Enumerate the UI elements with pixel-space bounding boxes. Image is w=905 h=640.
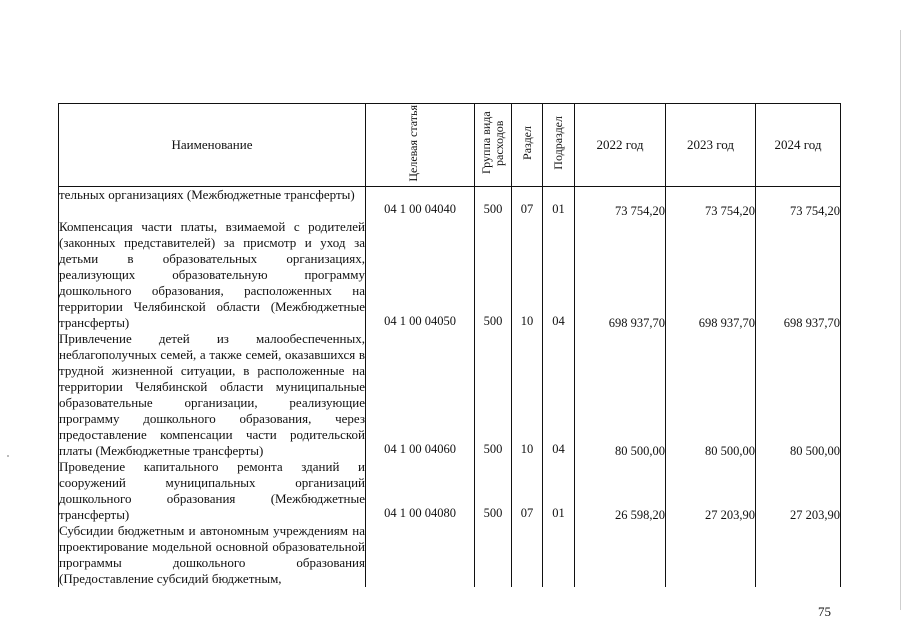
row-target-article xyxy=(366,523,475,587)
row-section: 07 xyxy=(512,187,543,219)
row-subsection: 04 xyxy=(543,219,575,331)
page-number: 75 xyxy=(818,604,831,619)
scan-artifact xyxy=(7,455,9,457)
row-target-article: 04 1 00 04050 xyxy=(366,219,475,331)
row-expense-group: 500 xyxy=(475,331,512,459)
row-subsection: 01 xyxy=(543,459,575,523)
row-subsection: 01 xyxy=(543,187,575,219)
header-2023: 2023 год xyxy=(666,104,756,187)
row-section xyxy=(512,523,543,587)
row-subsection xyxy=(543,523,575,587)
row-name: Привлечение детей из малообеспеченных, неблагополучных семей, а также семей, оказавшихся в трудной жизненной ситуации, в расположенные на территории Челябинской области муниципальные образовательные организации, реализующие программу дошкольного образования, через предоставление компенсации части родительской платы (Межбюджетные трансферты) xyxy=(59,330,365,458)
row-value-2022: 80 500,00 xyxy=(575,331,666,459)
table-row xyxy=(59,459,841,523)
header-section: Раздел xyxy=(512,104,543,187)
row-name: Проведение капитального ремонта зданий и сооружений муниципальных организаций дошкольного образования (Межбюджетные трансферты) xyxy=(59,458,365,522)
row-value-2024: 73 754,20 xyxy=(756,187,841,219)
row-section: 07 xyxy=(512,459,543,523)
row-value-2022 xyxy=(575,523,666,587)
table-row xyxy=(59,187,841,219)
row-subsection: 04 xyxy=(543,331,575,459)
row-section: 10 xyxy=(512,331,543,459)
row-value-2023: 698 937,70 xyxy=(666,219,756,331)
row-target-article: 04 1 00 04060 xyxy=(366,331,475,459)
row-name: Компенсация части платы, взимаемой с родителей (законных представителей) за присмотр и уход за детьми в образовательных организациях, реализующих образовательную программу дошкольного образования, расположенных на территории Челябинской области (Межбюджетные трансферты) xyxy=(59,218,365,330)
row-expense-group: 500 xyxy=(475,187,512,219)
row-target-article: 04 1 00 04080 xyxy=(366,459,475,523)
row-value-2024: 27 203,90 xyxy=(756,459,841,523)
table-row xyxy=(59,523,841,587)
row-expense-group xyxy=(475,523,512,587)
row-value-2022: 26 598,20 xyxy=(575,459,666,523)
row-value-2023: 27 203,90 xyxy=(666,459,756,523)
table-row xyxy=(59,219,841,331)
header-expense-group: Группа вида расходов xyxy=(475,104,512,187)
row-value-2023: 73 754,20 xyxy=(666,187,756,219)
header-2024: 2024 год xyxy=(756,104,841,187)
row-value-2022: 698 937,70 xyxy=(575,219,666,331)
header-name: Наименование xyxy=(59,104,366,187)
row-value-2024 xyxy=(756,523,841,587)
row-expense-group: 500 xyxy=(475,459,512,523)
scan-edge-line xyxy=(900,30,901,610)
row-expense-group: 500 xyxy=(475,219,512,331)
row-target-article: 04 1 00 04040 xyxy=(366,187,475,219)
header-subsection: Подраздел xyxy=(543,104,575,187)
table-row xyxy=(59,331,841,459)
row-value-2023: 80 500,00 xyxy=(666,331,756,459)
header-2022: 2022 год xyxy=(575,104,666,187)
budget-table xyxy=(58,103,841,587)
row-name: тельных организациях (Межбюджетные трансферты) xyxy=(59,187,366,219)
header-row xyxy=(59,104,841,187)
row-value-2024: 698 937,70 xyxy=(756,219,841,331)
header-target-article: Целевая статья xyxy=(366,104,475,187)
row-value-2024: 80 500,00 xyxy=(756,331,841,459)
row-value-2022: 73 754,20 xyxy=(575,187,666,219)
row-section: 10 xyxy=(512,219,543,331)
row-value-2023 xyxy=(666,523,756,587)
row-name: Субсидии бюджетным и автономным учреждениям на проектирование модельной основной образовательной программы дошкольного образования (Предоставление субсидий бюджетным, xyxy=(59,522,365,586)
